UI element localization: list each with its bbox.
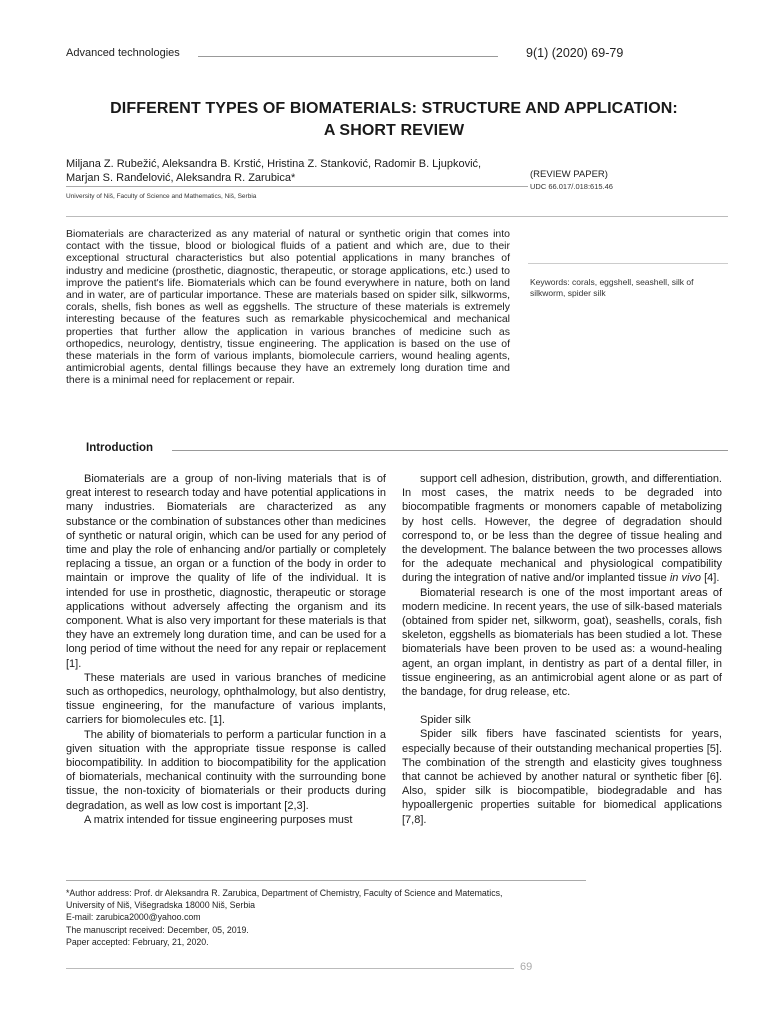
section-heading: Introduction: [86, 442, 154, 454]
paragraph: These materials are used in various branches of medicine such as orthopedics, neurology, ophthalmology, but also dentistry, tissue engineering, for the manufacture of various implants, carriers for biomolecules etc. [1].: [66, 671, 386, 727]
section-rule: [172, 450, 728, 451]
author-email: E-mail: zarubica2000@yahoo.com: [66, 912, 201, 923]
paper-title: [60, 98, 728, 142]
header-rule: [198, 56, 498, 57]
keywords-text: corals, eggshell, seashell, silk of silkworm, spider silk: [530, 277, 694, 298]
authors-line-2: Marjan S. Ranđelović, Aleksandra R. Zarubica*: [66, 172, 296, 184]
paragraph: Spider silk fibers have fascinated scientists for years, especially because of their outstanding mechanical properties [5]. The combination of the strength and elasticity gives toughness that cannot be achieved by another natural or synthetic fiber [6]. Also, spider silk is biocompatible, biodegradable and has hypoallergenic properties suitable for biomedical applications [7,8].: [402, 728, 722, 826]
udc-code: UDC 66.017/.018:615.46: [530, 182, 613, 191]
subsection-heading: Spider silk: [420, 714, 471, 727]
paragraph: Biomaterials are a group of non-living materials that is of great interest to research today and have potential applications in many industries. Biomaterials are characterized as any substance or the combination of substances other than medicines of synthetic or natural origin, which can be used for any period of time and play the role of enhancing and/or partially or completely replacing a tissue, an organ or a function of the body in order to maintain or improve the quality of life of the individual. It is intended for use in prosthetic, diagnostic, therapeutic or storage applications without adversely affecting the organism and its component. What is also very important for these materials is that they have an extremely long duration time, and can be used for a long period of time without the need for any repair or replacement [1].: [66, 473, 386, 670]
paragraph: A matrix intended for tissue engineering purposes must: [84, 813, 353, 826]
citation: [4].: [701, 572, 720, 585]
paragraph-text: support cell adhesion, distribution, growth, and differentiation. In most cases, the matrix needs to be degraded into biocompatible fragments or monomers capable of metabolizing by host cells. However, the degree of degradation should correspond to, or be less than the degree of tissue healing and the development. The balance between the two processes allows for the adequate mechanical and physiological compatibility during the integration of native and/or implanted tissue: [402, 473, 722, 585]
keywords-label: Keywords:: [530, 277, 570, 287]
author-address: *Author address: Prof. dr Aleksandra R. Zarubica, Department of Chemistry, Faculty of Science and Matematics,: [66, 888, 503, 898]
paragraph: The ability of biomaterials to perform a particular function in a given situation with the appropriate tissue response is called biocompatibility. In addition to biocompatibility for the application of biomaterials, mechanical continuity with the surrounding bone tissue, the non-toxicity of biomaterials or their products during degradation, as well as low cost is important [2,3].: [66, 728, 386, 812]
author-address-2: University of Niš, Višegradska 18000 Niš, Serbia: [66, 900, 256, 911]
italic-term: in vivo: [669, 572, 702, 585]
page-number: 69: [520, 961, 533, 973]
page-rule: [66, 968, 514, 969]
keywords-rule: [528, 263, 728, 264]
keywords: [530, 277, 728, 299]
column-right: [402, 472, 722, 827]
journal-section: Advanced technologies: [66, 47, 180, 59]
abstract: Biomaterials are characterized as any material of natural or synthetic origin that comes into contact with the tissue, blood or biological fluids of a patient and which are, due to their exceptional structural characteristics but also potential applications in many branches of industry and medicine (prosthetic, diagnostic, therapeutic, or storage applications, etc.) used to improve the patient's life. Biomaterials which can be found everywhere in nature, both on land and in water, are of particular importance. These are materials based on spider silk, silkworms, corals, shells, fish bones as well as eggshells. The structure of these materials is extremely interesting because of the features such as remarkable physicochemical and mechanical properties that further allow the application in various branches of medicine such as orthopedics, neurology, dentistry, tissue engineering. The application is based on the use of these materials in the form of various implants, biomolecule carriers, wound healing agents, antimicrobial agents, dental fillings because they have an extremely long duration time and there is a minimal need for replacement or repair.: [66, 228, 510, 387]
abstract-rule: [66, 216, 728, 217]
authors-line-1: Miljana Z. Rubežić, Aleksandra B. Krstić, Hristina Z. Stanković, Radomir B. Ljupković,: [66, 158, 482, 170]
authors: [66, 157, 526, 185]
affiliation: University of Niš, Faculty of Science and Mathematics, Niš, Serbia: [66, 193, 257, 200]
authors-rule: [66, 186, 528, 187]
accepted-date: Paper accepted: February, 21, 2020.: [66, 936, 209, 947]
paragraph: [402, 472, 722, 586]
paper-type: (REVIEW PAPER): [530, 169, 608, 180]
journal-citation: 9(1) (2020) 69-79: [526, 46, 624, 60]
title-line-2: A SHORT REVIEW: [323, 122, 465, 139]
title-line-1: DIFFERENT TYPES OF BIOMATERIALS: STRUCTURE AND APPLICATION:: [110, 100, 678, 117]
received-date: The manuscript received: December, 05, 2019.: [66, 924, 249, 935]
paragraph: Biomaterial research is one of the most important areas of modern medicine. In recent years, the use of silk-based materials (obtained from spider net, silkworm, goat), seashells, corals, fish skeleton, eggshells as biomaterials has been studied a lot. These biomaterials have been proven to be used as: a wound-healing agent, an organ implant, in dentistry as part of a dental filler, in tissue engineering, as an antimicrobial agent alone or as part of the bandage, for drug release, etc.: [402, 586, 722, 699]
column-left: [66, 472, 386, 827]
footnote-rule: [66, 880, 586, 881]
footnotes: [66, 887, 626, 948]
